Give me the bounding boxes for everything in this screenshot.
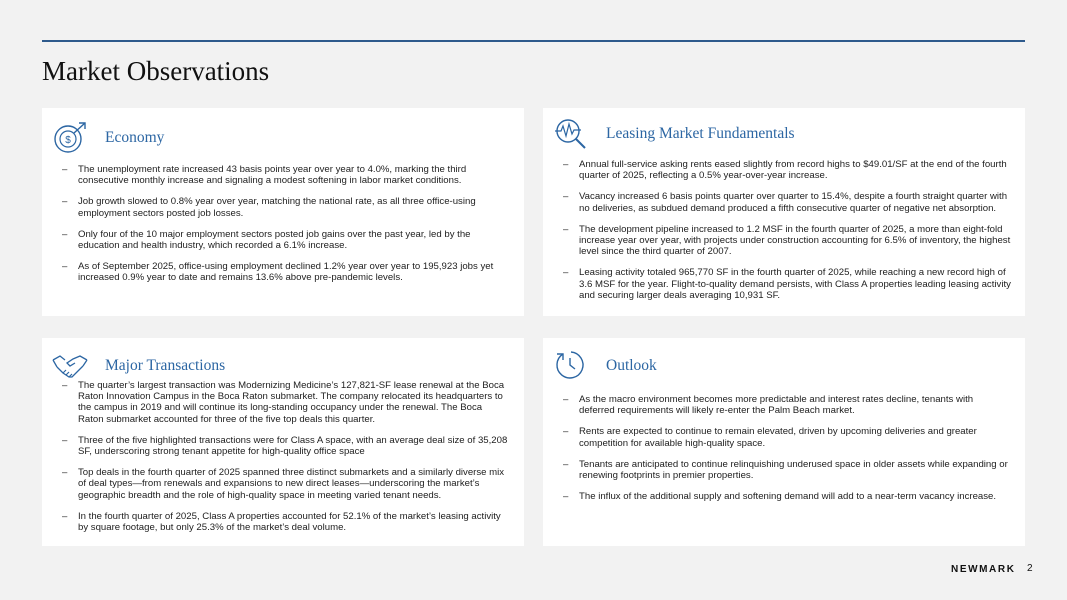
page-number: 2	[1027, 563, 1033, 574]
outlook-bullets	[563, 394, 1011, 512]
market-analysis-icon	[553, 116, 589, 152]
leasing-header	[553, 116, 795, 152]
page-title: Market Observations	[42, 56, 270, 86]
list-item: – As the macro environment becomes more predictable and interest rates decline, tenants with deferred requirements will likely re-enter the Palm Beach market.	[563, 394, 1011, 416]
list-item: – Vacancy increased 6 basis points quarter over quarter to 15.4%, despite a fourth straight quarter with no deliveries, as subdued demand produced a fifth consecutive quarter of negative net absorption.	[563, 191, 1011, 213]
handshake-icon	[52, 348, 88, 384]
list-item: – In the fourth quarter of 2025, Class A properties accounted for 52.1% of the market’s leasing activity by square footage, but only 25.3% of the market’s deal volume.	[62, 511, 510, 533]
list-item: – Annual full-service asking rents eased slightly from record highs to $49.01/SF at the end of the fourth quarter of 2025, reflecting a 0.5% year-over-year increase.	[563, 159, 1011, 181]
transactions-panel	[42, 338, 524, 546]
outlook-header	[553, 348, 657, 384]
economy-panel	[42, 108, 524, 316]
transactions-header	[52, 348, 225, 384]
header-rule	[42, 40, 1025, 42]
outlook-panel	[543, 338, 1025, 546]
list-item: – Rents are expected to continue to remain elevated, driven by upcoming deliveries and greater competition for available high-quality space.	[563, 426, 1011, 448]
list-item: – The quarter’s largest transaction was Modernizing Medicine’s 127,821-SF lease renewal at the Boca Raton Innovation Campus in the Boca Raton submarket. The company relocated its headquarters to the campus in 2019 and will continue its long-standing occupancy under the renewal. The Boca Raton submarket accounted for three of the five top deals this quarter.	[62, 380, 510, 425]
dollar-growth-icon	[52, 120, 88, 156]
list-item: – Tenants are anticipated to continue relinquishing underused space in older assets while expanding or renewing footprints in premier properties.	[563, 459, 1011, 481]
list-item: – Job growth slowed to 0.8% year over year, matching the national rate, as all three office-using employment sectors posted job losses.	[62, 196, 510, 218]
transactions-title: Major Transactions	[105, 357, 226, 374]
clock-icon	[553, 348, 589, 384]
list-item: – Top deals in the fourth quarter of 2025 spanned three distinct submarkets and a similarly diverse mix of deal types—from renewals and expansions to new direct leases—underscoring the market’s geographic breadth and the role of high-quality space in meeting varied tenant needs.	[62, 467, 510, 501]
economy-title: Economy	[105, 129, 165, 146]
list-item: – The development pipeline increased to 1.2 MSF in the fourth quarter of 2025, a more than eight-fold increase year over year, with projects under construction accounting for 6.5% of inventory, the highest level since the third quarter of 2007.	[563, 224, 1011, 258]
newmark-logo: NEWMARK	[951, 564, 1016, 575]
list-item: – Leasing activity totaled 965,770 SF in the fourth quarter of 2025, while reaching a new record high of 3.6 MSF for the year. Flight-to-quality demand persists, with Class A properties leading leasing activity and securing larger deals averaging 10,931 SF.	[563, 267, 1011, 301]
svg-text:$: $	[65, 135, 71, 146]
list-item: – The unemployment rate increased 43 basis points year over year to 4.0%, marking the third consecutive monthly increase and signaling a modest softening in labor market conditions.	[62, 164, 510, 186]
economy-header	[52, 120, 164, 156]
list-item: – Only four of the 10 major employment sectors posted job gains over the past year, led by the education and health industry, which recorded a 6.1% increase.	[62, 229, 510, 251]
list-item: – As of September 2025, office-using employment declined 1.2% year over year to 195,923 jobs yet increased 0.9% year to date and remains 13.6% above pre-pandemic levels.	[62, 261, 510, 283]
leasing-panel	[543, 108, 1025, 316]
outlook-title: Outlook	[606, 357, 657, 374]
list-item: – The influx of the additional supply and softening demand will add to a near-term vacancy increase.	[563, 491, 1011, 502]
list-item: – Three of the five highlighted transactions were for Class A space, with an average deal size of 35,208 SF, underscoring strong tenant appetite for high-quality office space	[62, 435, 510, 457]
leasing-bullets	[563, 159, 1011, 311]
leasing-title: Leasing Market Fundamentals	[606, 125, 795, 142]
economy-bullets	[62, 164, 510, 294]
transactions-bullets	[62, 380, 510, 543]
